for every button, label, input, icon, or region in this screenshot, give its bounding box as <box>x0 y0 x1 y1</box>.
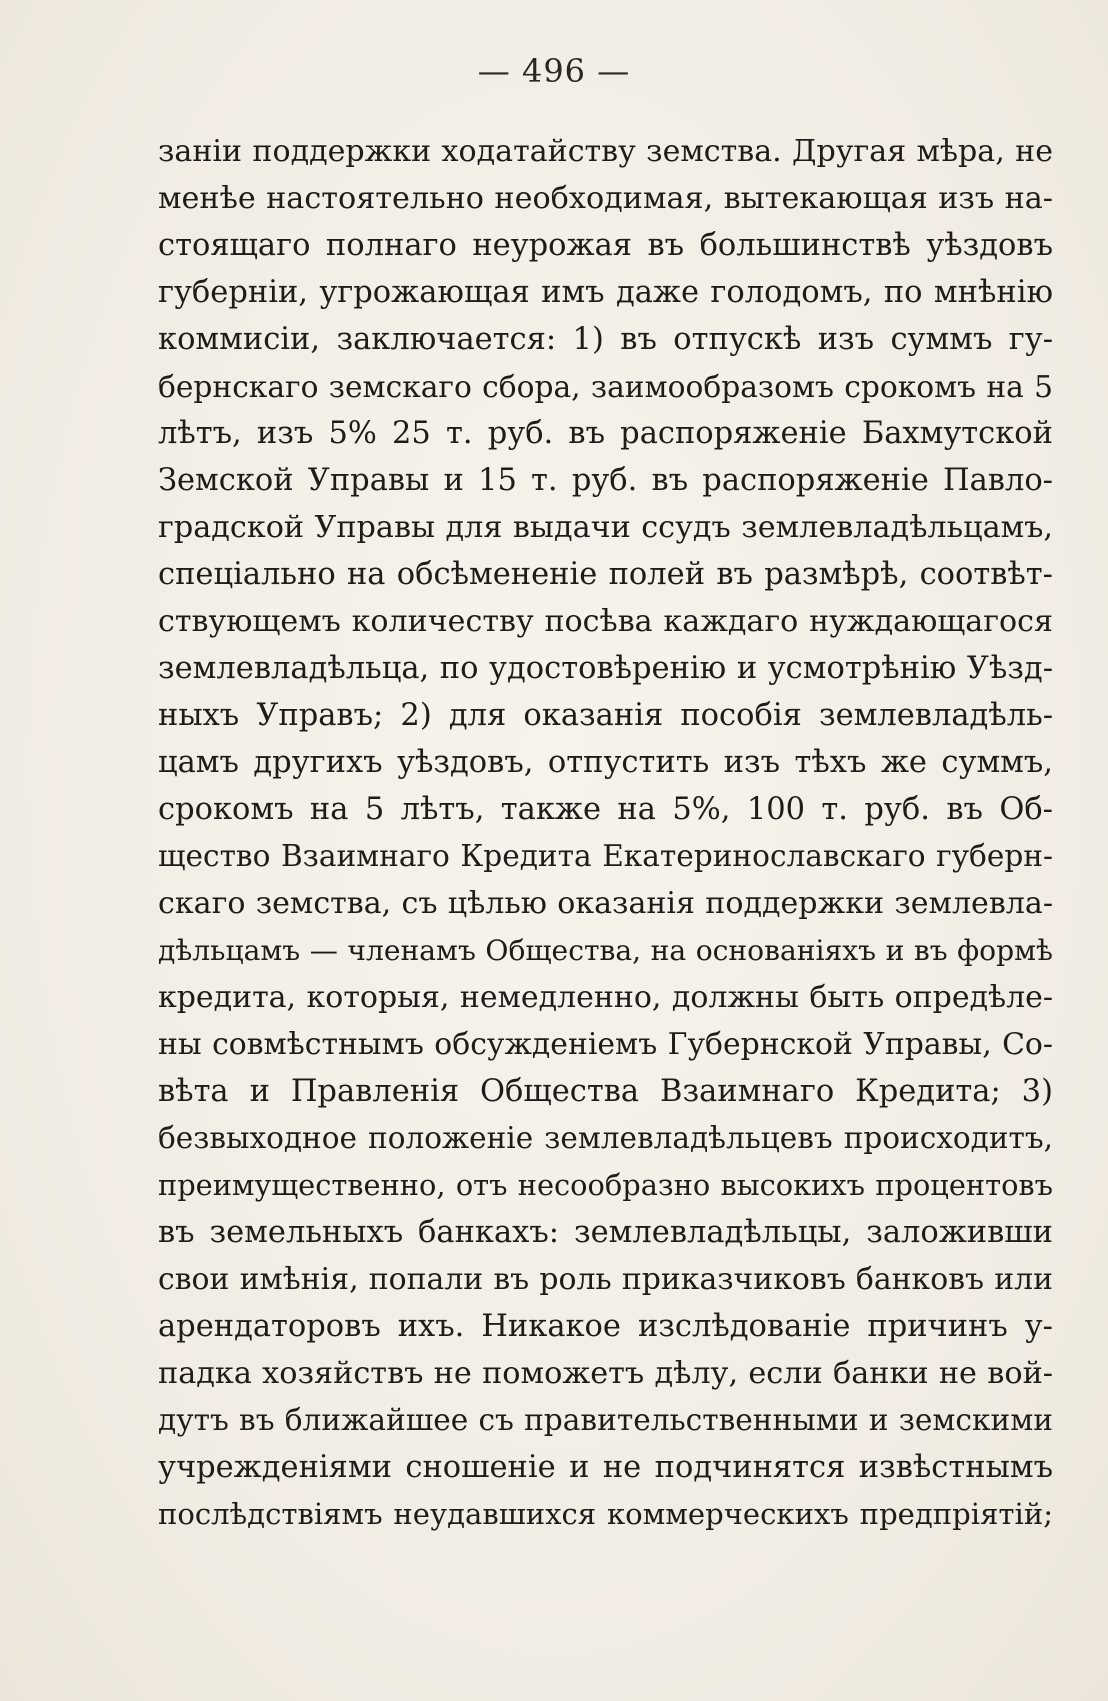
text-line: ствующемъ количеству посѣва каждаго нуждающагося <box>158 604 1053 639</box>
text-line: ныхъ Управъ; 2) для оказанія пособія землевладѣль- <box>158 698 1053 733</box>
text-line: щество Взаимнаго Кредита Екатеринославскаго губерн- <box>158 839 1053 873</box>
text-line: свои имѣнія, попали въ роль приказчиковъ банковъ или <box>158 1262 1053 1297</box>
text-line: стоящаго полнаго неурожая въ большинствѣ уѣздовъ <box>158 228 1053 263</box>
text-line: ны совмѣстнымъ обсужденіемъ Губернской Управы, Со- <box>158 1027 1053 1062</box>
body-text <box>158 128 1053 1538</box>
text-line: учрежденіями сношеніе и не подчинятся извѣстнымъ <box>158 1450 1053 1485</box>
text-line: безвыходное положеніе землевладѣльцевъ происходитъ, <box>158 1121 1053 1155</box>
text-line: скаго земства, съ цѣлью оказанія поддержки землевла- <box>158 886 1053 921</box>
text-line: землевладѣльца, по удостовѣренію и усмотрѣнію Уѣзд- <box>158 651 1053 686</box>
text-line: градской Управы для выдачи ссудъ землевладѣльцамъ, <box>158 510 1053 545</box>
text-line: коммисіи, заключается: 1) въ отпускѣ изъ суммъ гу- <box>158 322 1053 357</box>
text-line: падка хозяйствъ не поможетъ дѣлу, если банки не вой- <box>158 1356 1053 1391</box>
text-line: преимущественно, отъ несообразно высокихъ процентовъ <box>158 1168 1053 1202</box>
text-line: бернскаго земскаго сбора, заимообразомъ срокомъ на 5 <box>158 369 1053 404</box>
text-line: заніи поддержки ходатайству земства. Другая мѣра, не <box>158 134 1053 169</box>
text-line: Земской Управы и 15 т. руб. въ распоряженіе Павло- <box>158 463 1053 498</box>
text-line: кредита, которыя, немедленно, должны быть опредѣле- <box>158 980 1053 1015</box>
text-line: губерніи, угрожающая имъ даже голодомъ, по мнѣнію <box>158 275 1053 310</box>
text-line: послѣдствіямъ неудавшихся коммерческихъ предпріятій; <box>158 1497 1053 1531</box>
text-line: дутъ въ ближайшее съ правительственными и земскими <box>158 1403 1053 1437</box>
text-line: лѣтъ, изъ 5% 25 т. руб. въ распоряженіе Бахмутской <box>158 416 1053 451</box>
text-line: арендаторовъ ихъ. Никакое изслѣдованіе причинъ у- <box>158 1309 1053 1344</box>
text-line: цамъ другихъ уѣздовъ, отпустить изъ тѣхъ же суммъ, <box>158 745 1053 780</box>
text-line: срокомъ на 5 лѣтъ, также на 5%, 100 т. руб. въ Об- <box>158 792 1053 827</box>
page-number: — 496 — <box>477 52 631 90</box>
text-line: вѣта и Правленія Общества Взаимнаго Кредита; 3) <box>158 1074 1053 1109</box>
text-line: дѣльцамъ — членамъ Общества, на основаніяхъ и въ формѣ <box>158 934 1053 967</box>
text-line: спеціально на обсѣмененіе полей въ размѣрѣ, соотвѣт- <box>158 557 1053 592</box>
text-line: менѣе настоятельно необходимая, вытекающая изъ на- <box>158 181 1053 216</box>
text-line: въ земельныхъ банкахъ: землевладѣльцы, заложивши <box>158 1215 1053 1250</box>
